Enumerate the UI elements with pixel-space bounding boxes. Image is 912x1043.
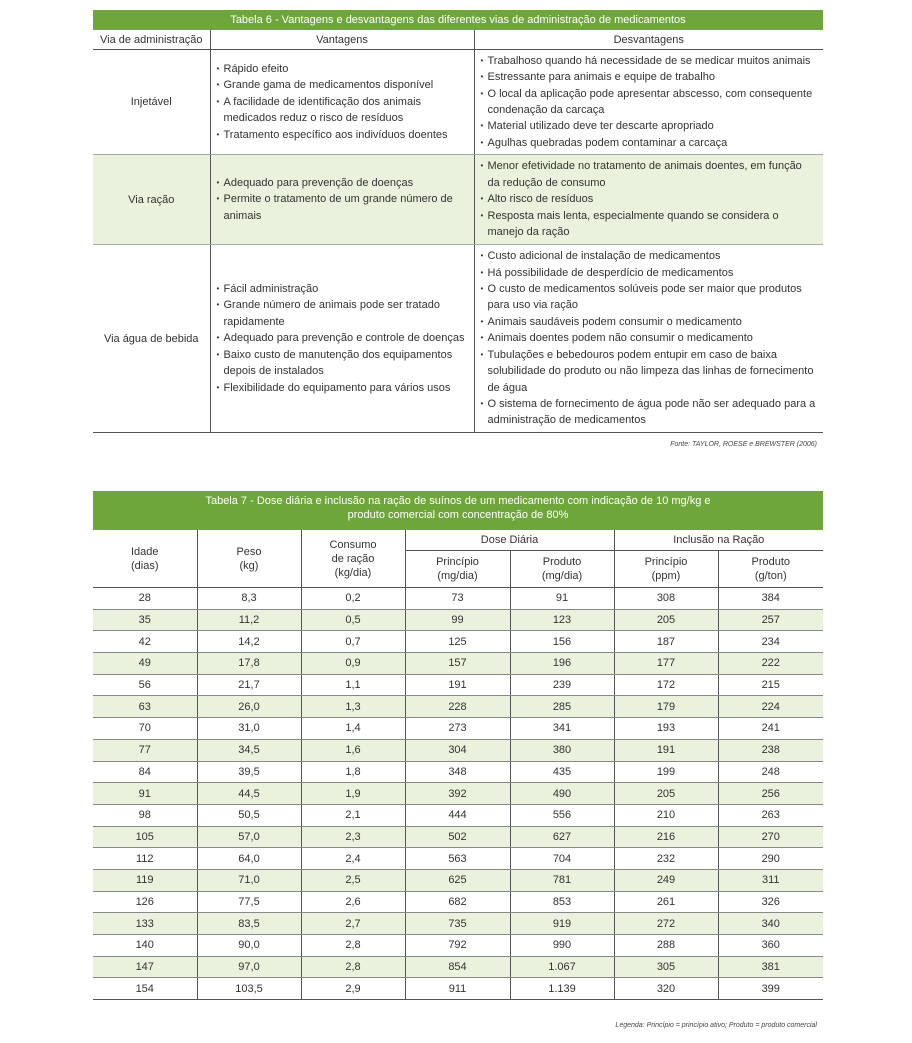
cell-vantagens [210, 155, 474, 245]
list-item: • Tratamento específico aos indivíduos doentes [217, 127, 468, 143]
table-7-grid [93, 530, 823, 1000]
col-header-vantagens: Vantagens [210, 30, 474, 50]
table-row [93, 50, 823, 155]
col-header-dose-produto [510, 551, 614, 588]
table-6-source: Fonte: TAYLOR, ROESE e BREWSTER (2006) [670, 441, 817, 448]
table-row [93, 588, 823, 610]
cell-dose-principio: 625 [405, 869, 510, 891]
list-item: • Animais doentes podem não consumir o medicamento [481, 330, 818, 346]
cell-inclusao-produto: 241 [718, 718, 823, 740]
list-item: • Há possibilidade de desperdício de medicamentos [481, 265, 818, 281]
cell-idade: 112 [93, 848, 197, 870]
table-row [93, 631, 823, 653]
cell-dose-produto: 156 [510, 631, 614, 653]
desvantagens-list [475, 158, 824, 240]
cell-inclusao-principio: 193 [614, 718, 718, 740]
col-header-peso [197, 530, 301, 588]
cell-dose-produto: 1.139 [510, 978, 614, 1000]
list-item: • Rápido efeito [217, 61, 468, 77]
cell-consumo: 2,3 [301, 826, 405, 848]
cell-consumo: 2,5 [301, 869, 405, 891]
cell-dose-produto: 1.067 [510, 956, 614, 978]
cell-via: Via água de bebida [93, 245, 210, 433]
table-row [93, 245, 823, 433]
cell-dose-produto: 919 [510, 913, 614, 935]
cell-consumo: 2,7 [301, 913, 405, 935]
col-header-inclusao: Inclusão na Ração [614, 530, 823, 551]
col-header-dose-produto-unit: (mg/dia) [541, 570, 583, 582]
vantagens-list [211, 281, 474, 396]
cell-idade: 77 [93, 739, 197, 761]
cell-idade: 154 [93, 978, 197, 1000]
cell-peso: 103,5 [197, 978, 301, 1000]
cell-consumo: 2,8 [301, 956, 405, 978]
cell-dose-produto: 990 [510, 935, 614, 957]
cell-peso: 83,5 [197, 913, 301, 935]
cell-peso: 21,7 [197, 674, 301, 696]
cell-consumo: 1,6 [301, 739, 405, 761]
cell-idade: 126 [93, 891, 197, 913]
cell-peso: 77,5 [197, 891, 301, 913]
cell-peso: 39,5 [197, 761, 301, 783]
table-6 [93, 10, 823, 433]
list-item: • Agulhas quebradas podem contaminar a carcaça [481, 135, 818, 151]
list-item: • O local da aplicação pode apresentar abscesso, com consequente condenação da carcaça [481, 86, 818, 119]
list-item: • Estressante para animais e equipe de trabalho [481, 69, 818, 85]
cell-dose-principio: 502 [405, 826, 510, 848]
col-header-dose-principio-label: Princípio [436, 556, 479, 568]
col-header-consumo-line-2: de ração [331, 552, 375, 565]
cell-idade: 84 [93, 761, 197, 783]
col-header-consumo [301, 530, 405, 588]
cell-peso: 64,0 [197, 848, 301, 870]
cell-idade: 98 [93, 804, 197, 826]
cell-idade: 133 [93, 913, 197, 935]
vantagens-list [211, 175, 474, 224]
cell-dose-principio: 73 [405, 588, 510, 610]
cell-inclusao-principio: 187 [614, 631, 718, 653]
cell-idade: 56 [93, 674, 197, 696]
cell-dose-produto: 704 [510, 848, 614, 870]
cell-dose-principio: 304 [405, 739, 510, 761]
col-header-desvantagens: Desvantagens [474, 30, 823, 50]
cell-desvantagens [474, 155, 823, 245]
cell-inclusao-principio: 261 [614, 891, 718, 913]
cell-idade: 49 [93, 653, 197, 675]
cell-dose-principio: 273 [405, 718, 510, 740]
vantagens-list [211, 61, 474, 143]
cell-dose-principio: 99 [405, 609, 510, 631]
table-row [93, 913, 823, 935]
cell-inclusao-produto: 256 [718, 783, 823, 805]
cell-idade: 42 [93, 631, 197, 653]
col-header-via: Via de administração [93, 30, 210, 50]
cell-consumo: 2,1 [301, 804, 405, 826]
cell-via: Via ração [93, 155, 210, 245]
cell-inclusao-principio: 172 [614, 674, 718, 696]
cell-peso: 26,0 [197, 696, 301, 718]
table-6-grid [93, 30, 823, 433]
col-header-dose-diaria: Dose Diária [405, 530, 614, 551]
cell-consumo: 1,9 [301, 783, 405, 805]
cell-dose-principio: 392 [405, 783, 510, 805]
col-header-dose-principio [405, 551, 510, 588]
cell-peso: 50,5 [197, 804, 301, 826]
cell-dose-principio: 563 [405, 848, 510, 870]
col-header-idade-label: Idade [130, 545, 159, 558]
list-item: • Adequado para prevenção e controle de doenças [217, 330, 468, 346]
list-item: • Grande número de animais pode ser tratado rapidamente [217, 297, 468, 330]
cell-inclusao-produto: 248 [718, 761, 823, 783]
cell-peso: 17,8 [197, 653, 301, 675]
list-item: • Grande gama de medicamentos disponível [217, 77, 468, 93]
list-item: • Animais saudáveis podem consumir o medicamento [481, 314, 818, 330]
cell-inclusao-produto: 381 [718, 956, 823, 978]
cell-via: Injetável [93, 50, 210, 155]
cell-consumo: 1,1 [301, 674, 405, 696]
cell-peso: 57,0 [197, 826, 301, 848]
cell-inclusao-principio: 179 [614, 696, 718, 718]
table-row [93, 869, 823, 891]
table-7 [93, 491, 823, 1000]
desvantagens-list [475, 53, 824, 151]
table-row [93, 956, 823, 978]
cell-dose-principio: 444 [405, 804, 510, 826]
table-row [93, 848, 823, 870]
table-row [93, 609, 823, 631]
table-row [93, 653, 823, 675]
cell-idade: 35 [93, 609, 197, 631]
cell-inclusao-principio: 177 [614, 653, 718, 675]
list-item: • Baixo custo de manutenção dos equipamentos depois de instalados [217, 347, 468, 380]
cell-inclusao-produto: 399 [718, 978, 823, 1000]
list-item: • Menor efetividade no tratamento de animais doentes, em função da redução de consumo [481, 158, 818, 191]
cell-inclusao-principio: 205 [614, 783, 718, 805]
col-header-inclusao-produto [718, 551, 823, 588]
table-row [93, 826, 823, 848]
cell-idade: 119 [93, 869, 197, 891]
cell-dose-produto: 490 [510, 783, 614, 805]
cell-dose-produto: 239 [510, 674, 614, 696]
cell-idade: 140 [93, 935, 197, 957]
cell-peso: 11,2 [197, 609, 301, 631]
col-header-inclusao-produto-label: Produto [751, 556, 791, 568]
table-7-title-line-1: Tabela 7 - Dose diária e inclusão na ração de suínos de um medicamento com indicação de 10 mg/kg e [205, 495, 711, 507]
cell-dose-produto: 196 [510, 653, 614, 675]
cell-inclusao-principio: 288 [614, 935, 718, 957]
cell-dose-principio: 228 [405, 696, 510, 718]
list-item: • Fácil administração [217, 281, 468, 297]
cell-dose-produto: 781 [510, 869, 614, 891]
cell-consumo: 1,4 [301, 718, 405, 740]
cell-idade: 91 [93, 783, 197, 805]
table-row [93, 891, 823, 913]
cell-consumo: 0,5 [301, 609, 405, 631]
cell-peso: 97,0 [197, 956, 301, 978]
cell-inclusao-produto: 270 [718, 826, 823, 848]
table-row [93, 804, 823, 826]
cell-vantagens [210, 50, 474, 155]
cell-idade: 63 [93, 696, 197, 718]
table-row [93, 155, 823, 245]
cell-peso: 31,0 [197, 718, 301, 740]
cell-inclusao-principio: 191 [614, 739, 718, 761]
cell-consumo: 2,6 [301, 891, 405, 913]
col-header-peso-label: Peso [236, 545, 262, 558]
table-row [93, 696, 823, 718]
cell-consumo: 1,8 [301, 761, 405, 783]
table-7-title-line-2: produto comercial com concentração de 80% [347, 509, 569, 521]
cell-inclusao-produto: 257 [718, 609, 823, 631]
cell-dose-principio: 854 [405, 956, 510, 978]
cell-peso: 90,0 [197, 935, 301, 957]
col-header-idade [93, 530, 197, 588]
list-item: • Custo adicional de instalação de medicamentos [481, 248, 818, 264]
cell-idade: 28 [93, 588, 197, 610]
table-7-legend: Legenda: Princípio = princípio ativo; Produto = produto comercial [615, 1022, 817, 1029]
list-item: • Tubulações e bebedouros podem entupir em caso de baixa solubilidade do produto ou não limpeza das linhas de fornecimento de água [481, 347, 818, 396]
cell-inclusao-produto: 311 [718, 869, 823, 891]
table-row [93, 783, 823, 805]
table-row [93, 674, 823, 696]
cell-dose-principio: 191 [405, 674, 510, 696]
cell-desvantagens [474, 245, 823, 433]
col-header-consumo-unit: (kg/dia) [334, 566, 372, 579]
table-row [93, 935, 823, 957]
cell-peso: 14,2 [197, 631, 301, 653]
table-row [93, 718, 823, 740]
cell-inclusao-produto: 263 [718, 804, 823, 826]
table-7-title [93, 491, 823, 530]
col-header-dose-principio-unit: (mg/dia) [437, 570, 478, 582]
table-6-title: Tabela 6 - Vantagens e desvantagens das diferentes vias de administração de medicamentos [93, 10, 823, 30]
cell-dose-produto: 435 [510, 761, 614, 783]
cell-consumo: 2,9 [301, 978, 405, 1000]
cell-inclusao-principio: 272 [614, 913, 718, 935]
list-item: • Adequado para prevenção de doenças [217, 175, 468, 191]
col-header-inclusao-principio-label: Princípio [644, 556, 688, 568]
desvantagens-list [475, 248, 824, 428]
list-item: • Alto risco de resíduos [481, 191, 818, 207]
cell-inclusao-produto: 326 [718, 891, 823, 913]
cell-dose-principio: 157 [405, 653, 510, 675]
cell-dose-produto: 380 [510, 739, 614, 761]
cell-idade: 105 [93, 826, 197, 848]
cell-inclusao-principio: 308 [614, 588, 718, 610]
col-header-peso-unit: (kg) [239, 559, 259, 572]
list-item: • Trabalhoso quando há necessidade de se medicar muitos animais [481, 53, 818, 69]
cell-dose-principio: 125 [405, 631, 510, 653]
cell-dose-produto: 285 [510, 696, 614, 718]
cell-dose-produto: 91 [510, 588, 614, 610]
cell-inclusao-produto: 360 [718, 935, 823, 957]
cell-dose-produto: 853 [510, 891, 614, 913]
cell-consumo: 0,2 [301, 588, 405, 610]
cell-idade: 147 [93, 956, 197, 978]
cell-inclusao-principio: 305 [614, 956, 718, 978]
table-row [93, 761, 823, 783]
cell-dose-principio: 682 [405, 891, 510, 913]
cell-inclusao-principio: 216 [614, 826, 718, 848]
cell-inclusao-produto: 340 [718, 913, 823, 935]
col-header-dose-produto-label: Produto [542, 556, 582, 568]
cell-dose-produto: 556 [510, 804, 614, 826]
cell-peso: 44,5 [197, 783, 301, 805]
cell-desvantagens [474, 50, 823, 155]
cell-consumo: 1,3 [301, 696, 405, 718]
cell-inclusao-produto: 224 [718, 696, 823, 718]
cell-dose-principio: 348 [405, 761, 510, 783]
list-item: • O sistema de fornecimento de água pode não ser adequado para a administração de medicamentos [481, 396, 818, 429]
cell-idade: 70 [93, 718, 197, 740]
list-item: • Resposta mais lenta, especialmente quando se considera o manejo da ração [481, 208, 818, 241]
cell-inclusao-produto: 222 [718, 653, 823, 675]
col-header-consumo-line-1: Consumo [329, 538, 377, 551]
list-item: • Flexibilidade do equipamento para vários usos [217, 380, 468, 396]
list-item: • Material utilizado deve ter descarte apropriado [481, 118, 818, 134]
cell-dose-produto: 627 [510, 826, 614, 848]
table-row [93, 978, 823, 1000]
cell-consumo: 2,8 [301, 935, 405, 957]
cell-inclusao-principio: 205 [614, 609, 718, 631]
cell-dose-principio: 735 [405, 913, 510, 935]
cell-inclusao-principio: 320 [614, 978, 718, 1000]
cell-inclusao-produto: 238 [718, 739, 823, 761]
col-header-inclusao-principio-unit: (ppm) [651, 570, 681, 582]
table-row [93, 739, 823, 761]
cell-peso: 34,5 [197, 739, 301, 761]
col-header-inclusao-principio [614, 551, 718, 588]
list-item: • A facilidade de identificação dos animais medicados reduz o risco de resíduos [217, 94, 468, 127]
cell-dose-produto: 123 [510, 609, 614, 631]
col-header-inclusao-produto-unit: (g/ton) [754, 570, 787, 582]
cell-consumo: 2,4 [301, 848, 405, 870]
cell-peso: 71,0 [197, 869, 301, 891]
cell-inclusao-produto: 215 [718, 674, 823, 696]
list-item: • O custo de medicamentos solúveis pode ser maior que produtos para uso via ração [481, 281, 818, 314]
cell-inclusao-produto: 290 [718, 848, 823, 870]
cell-dose-produto: 341 [510, 718, 614, 740]
col-header-idade-unit: (dias) [130, 559, 159, 572]
cell-inclusao-principio: 199 [614, 761, 718, 783]
cell-peso: 8,3 [197, 588, 301, 610]
cell-vantagens [210, 245, 474, 433]
cell-inclusao-principio: 232 [614, 848, 718, 870]
cell-dose-principio: 911 [405, 978, 510, 1000]
cell-consumo: 0,7 [301, 631, 405, 653]
cell-inclusao-principio: 210 [614, 804, 718, 826]
cell-consumo: 0,9 [301, 653, 405, 675]
cell-inclusao-produto: 384 [718, 588, 823, 610]
cell-inclusao-principio: 249 [614, 869, 718, 891]
list-item: • Permite o tratamento de um grande número de animais [217, 191, 468, 224]
cell-inclusao-produto: 234 [718, 631, 823, 653]
cell-dose-principio: 792 [405, 935, 510, 957]
